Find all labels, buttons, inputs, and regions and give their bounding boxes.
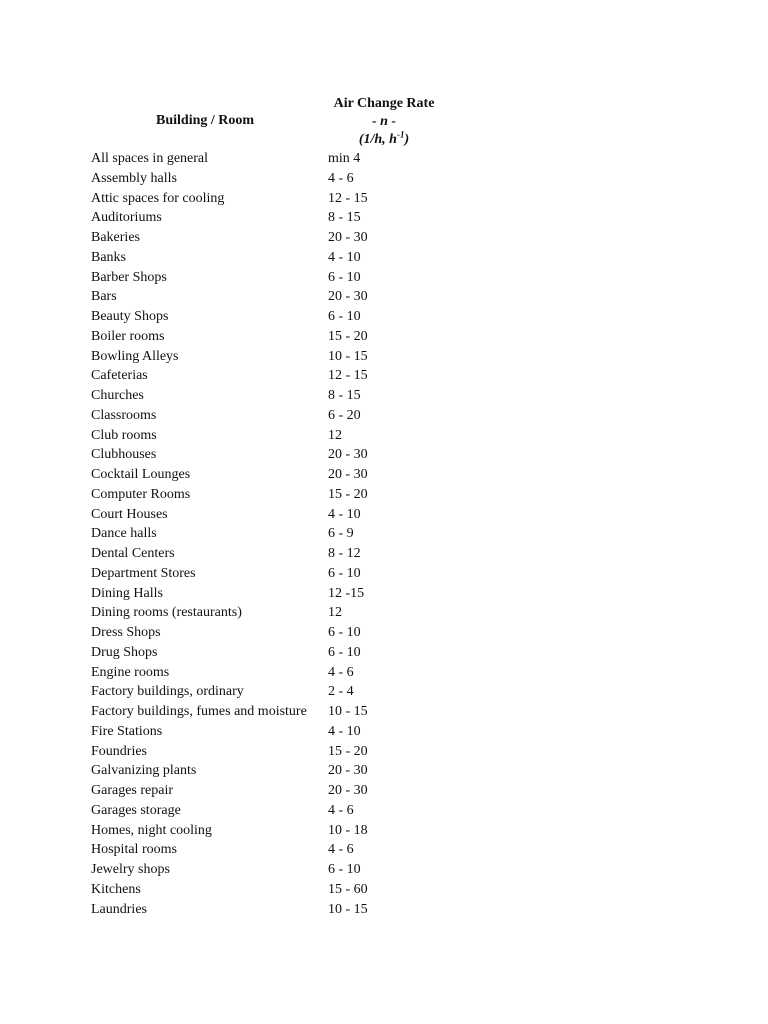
room-name: Kitchens <box>91 881 141 897</box>
rate-unit-pre: (1/h, h <box>358 132 397 147</box>
table-row <box>91 900 511 920</box>
table-row <box>91 465 511 485</box>
room-name: Club rooms <box>91 427 157 443</box>
room-name: Boiler rooms <box>91 328 165 344</box>
room-name: Beauty Shops <box>91 309 169 324</box>
room-name: Garages storage <box>91 802 181 818</box>
air-change-value: 4 - 10 <box>328 249 361 265</box>
table-row <box>91 445 511 465</box>
table-row <box>91 189 511 209</box>
room-name: Bars <box>91 289 117 305</box>
air-change-value: 6 - 10 <box>328 644 361 660</box>
air-change-value: 15 - 60 <box>328 881 368 897</box>
air-change-value: 15 - 20 <box>328 486 368 502</box>
room-name: Cafeterias <box>91 368 148 384</box>
room-name: Factory buildings, ordinary <box>91 684 244 700</box>
table-row <box>91 742 511 762</box>
table-row <box>91 524 511 544</box>
room-name: Churches <box>91 388 144 403</box>
room-name: Banks <box>91 249 126 265</box>
air-change-value: 20 - 30 <box>328 783 368 798</box>
table-row <box>91 663 511 683</box>
room-name: Jewelry shops <box>91 862 170 877</box>
building-room-header: Building / Room <box>156 113 255 128</box>
room-name: Clubhouses <box>91 447 157 463</box>
room-name: Classrooms <box>91 407 157 423</box>
table-row <box>91 781 511 801</box>
air-change-value: 12 - 15 <box>328 190 368 206</box>
table-row <box>91 722 511 742</box>
table-row <box>91 386 511 406</box>
air-change-value: 4 - 6 <box>328 664 354 680</box>
air-change-value: 12 <box>328 427 342 443</box>
rate-unit-exponent: -1 <box>396 129 405 140</box>
rate-unit-post: ) <box>404 132 410 147</box>
air-change-value: 6 - 9 <box>328 526 354 542</box>
air-change-value: 6 - 10 <box>328 625 361 640</box>
room-name: Bowling Alleys <box>91 348 179 364</box>
room-name: Dining Halls <box>91 585 163 601</box>
table-row <box>91 485 511 505</box>
air-change-value: 6 - 10 <box>328 309 361 324</box>
room-name: Attic spaces for cooling <box>91 190 225 206</box>
table-row <box>91 603 511 623</box>
room-name: Court Houses <box>91 506 168 522</box>
table-row <box>91 860 511 880</box>
room-name: Drug Shops <box>91 644 158 660</box>
table-row <box>91 761 511 781</box>
room-name: Bakeries <box>91 230 140 245</box>
table-row <box>91 682 511 702</box>
table-row <box>91 327 511 347</box>
table-row <box>91 801 511 821</box>
table-row <box>91 584 511 604</box>
table-row <box>91 248 511 268</box>
air-change-rate-header <box>326 95 442 149</box>
air-change-value: 8 - 12 <box>328 546 361 561</box>
air-change-value: 4 - 10 <box>328 723 361 739</box>
air-change-value: 12 -15 <box>328 585 365 601</box>
table-row <box>91 149 511 169</box>
air-change-value: 8 - 15 <box>328 388 361 403</box>
air-change-value: 20 - 30 <box>328 447 368 463</box>
room-name: Dental Centers <box>91 546 175 561</box>
table-header <box>90 94 490 150</box>
air-change-value: 10 - 15 <box>328 704 368 719</box>
air-change-value: 6 - 10 <box>328 565 361 581</box>
air-change-value: 15 - 20 <box>328 743 368 759</box>
table-row <box>91 643 511 663</box>
room-name: Auditoriums <box>91 210 162 226</box>
air-change-value: 4 - 6 <box>328 802 354 818</box>
room-name: Garages repair <box>91 783 174 798</box>
air-change-value: 12 <box>328 605 342 621</box>
air-change-value: 10 - 15 <box>328 901 368 917</box>
air-change-value: 20 - 30 <box>328 763 368 779</box>
air-change-value: 15 - 20 <box>328 328 368 344</box>
air-change-value: 10 - 18 <box>328 822 368 838</box>
room-name: Computer Rooms <box>91 486 191 502</box>
air-change-value: 8 - 15 <box>328 210 361 226</box>
table-row <box>91 406 511 426</box>
table-row <box>91 821 511 841</box>
room-name: Dress Shops <box>91 625 161 640</box>
table-row <box>91 169 511 189</box>
table-row <box>91 307 511 327</box>
table-row <box>91 426 511 446</box>
air-change-value: 20 - 30 <box>328 230 368 245</box>
table-row <box>91 505 511 525</box>
room-name: Cocktail Lounges <box>91 467 191 482</box>
room-name: Galvanizing plants <box>91 763 197 779</box>
room-name: Factory buildings, fumes and moisture <box>91 704 307 719</box>
table-row <box>91 544 511 564</box>
rate-unit <box>326 131 442 149</box>
rate-symbol: - n - <box>371 114 397 129</box>
air-change-value: 6 - 20 <box>328 407 361 423</box>
table-row <box>91 268 511 288</box>
air-change-table <box>91 149 511 919</box>
table-row <box>91 702 511 722</box>
air-change-value: 2 - 4 <box>328 684 354 700</box>
room-name: Fire Stations <box>91 723 163 739</box>
table-row <box>91 347 511 367</box>
room-name: Barber Shops <box>91 269 167 285</box>
air-change-value: min 4 <box>328 151 361 166</box>
table-row <box>91 623 511 643</box>
room-name: Assembly halls <box>91 170 177 186</box>
room-name: Foundries <box>91 743 147 759</box>
room-name: Department Stores <box>91 565 196 581</box>
air-change-value: 20 - 30 <box>328 467 368 482</box>
room-name: Dance halls <box>91 526 157 542</box>
rate-title: Air Change Rate <box>333 96 435 111</box>
air-change-value: 6 - 10 <box>328 862 361 877</box>
table-row <box>91 880 511 900</box>
table-row <box>91 287 511 307</box>
room-name: Dining rooms (restaurants) <box>91 605 242 621</box>
table-row <box>91 228 511 248</box>
air-change-value: 12 - 15 <box>328 368 368 384</box>
room-name: Engine rooms <box>91 664 170 680</box>
air-change-value: 20 - 30 <box>328 289 368 305</box>
room-name: Hospital rooms <box>91 842 177 858</box>
room-name: Laundries <box>91 901 147 917</box>
table-row <box>91 366 511 386</box>
table-row <box>91 564 511 584</box>
air-change-value: 6 - 10 <box>328 269 361 285</box>
room-name: All spaces in general <box>91 151 209 166</box>
table-row <box>91 208 511 228</box>
air-change-value: 4 - 6 <box>328 170 354 186</box>
air-change-value: 4 - 10 <box>328 506 361 522</box>
table-row <box>91 840 511 860</box>
room-name: Homes, night cooling <box>91 822 212 838</box>
air-change-value: 10 - 15 <box>328 348 368 364</box>
air-change-value: 4 - 6 <box>328 842 354 858</box>
